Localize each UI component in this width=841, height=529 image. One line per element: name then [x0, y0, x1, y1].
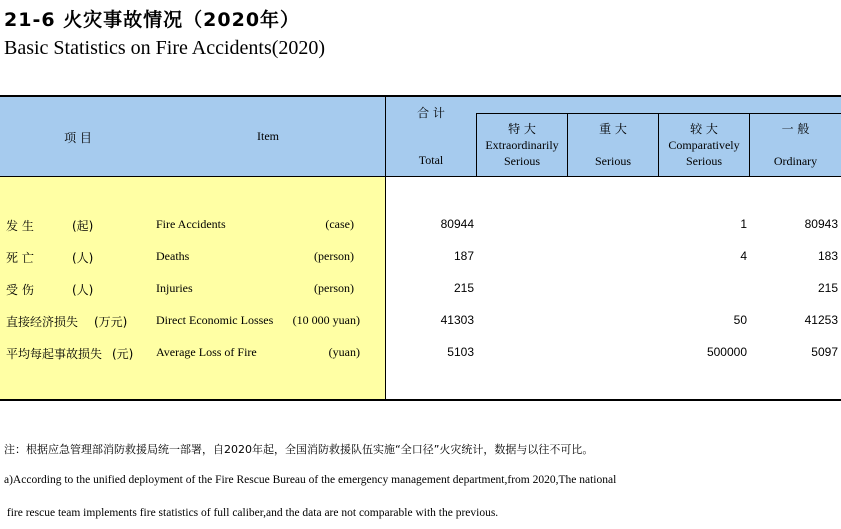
row-unit-cn: (人): [72, 283, 94, 297]
cell-total: 41303: [440, 313, 474, 327]
header-extra-en-2: Serious: [504, 154, 540, 168]
cell-ordinary: 183: [817, 249, 838, 263]
row-label-cn: 死 亡: [6, 251, 34, 265]
cell-ordinary: 215: [817, 281, 838, 295]
header-total-cn: 合 计: [417, 106, 445, 120]
row-unit-en: (10 000 yuan): [292, 313, 360, 327]
header-total-en: Total: [418, 153, 444, 167]
cell-total: 5103: [447, 345, 474, 359]
row-unit-cn: (万元): [94, 315, 128, 329]
row-label-en: Fire Accidents: [156, 217, 226, 231]
header-comp-en-2: Serious: [686, 154, 722, 168]
cell-comp: 500000: [706, 345, 747, 359]
cell-total: 215: [453, 281, 474, 295]
row-label-en: Injuries: [156, 281, 193, 295]
cell-total: 187: [453, 249, 474, 263]
header-serious-en: Serious: [595, 154, 631, 168]
footnote-cn: 注：根据应急管理部消防救援局统一部署，自2020年起，全国消防救援队伍实施“全口径”火灾统计，数据与以往不可比。: [4, 443, 594, 456]
row-label-cn: 受 伤: [6, 283, 34, 297]
header-serious-cn: 重 大: [599, 122, 627, 136]
header-extra-en-1: Extraordinarily: [485, 138, 559, 152]
footnote-en-line-2: fire rescue team implements fire statistics of full caliber,and the data are not comparable with the previous.: [4, 507, 499, 519]
table-bottom-rule: [0, 399, 841, 401]
header-comp-en-1: Comparatively: [668, 138, 740, 152]
row-label-cn: 发 生: [6, 219, 34, 233]
row-label-en: Average Loss of Fire: [156, 345, 257, 359]
header-item-en: Item: [257, 129, 279, 143]
header-extra-cn: 特 大: [508, 122, 536, 136]
row-unit-cn: (元): [112, 347, 134, 361]
header-item-cn: 项 目: [64, 131, 92, 145]
cell-ordinary: 41253: [804, 313, 838, 327]
cell-comp: 4: [740, 249, 747, 263]
row-unit-cn: (人): [72, 251, 94, 265]
row-unit-cn: (起): [72, 219, 94, 233]
header-ordinary-en: Ordinary: [773, 154, 818, 168]
cell-total: 80944: [440, 217, 474, 231]
table-title-cn: 21-6 火灾事故情况（2020年）: [4, 9, 301, 31]
cell-ordinary: 80943: [804, 217, 838, 231]
row-unit-en: (case): [325, 217, 354, 231]
row-label-cn: 平均每起事故损失: [6, 347, 103, 361]
cell-comp: 1: [740, 217, 747, 231]
cell-comp: 50: [733, 313, 747, 327]
row-unit-en: (yuan): [328, 345, 360, 359]
row-label-en: Deaths: [156, 249, 190, 263]
header-bottom-rule: [0, 176, 841, 177]
row-label-cn: 直接经济损失: [6, 315, 79, 329]
header-ordinary-cn: 一 般: [781, 122, 810, 136]
row-unit-en: (person): [314, 281, 354, 295]
footnote-en-line-1: a)According to the unified deployment of the Fire Rescue Bureau of the emergency management department,from 2020,The national: [4, 474, 617, 486]
table-title-en: Basic Statistics on Fire Accidents(2020): [4, 37, 326, 59]
row-unit-en: (person): [314, 249, 354, 263]
header-comp-cn: 较 大: [690, 122, 718, 136]
cell-ordinary: 5097: [811, 345, 838, 359]
row-label-en: Direct Economic Losses: [156, 313, 274, 327]
table-top-rule: [0, 95, 841, 97]
